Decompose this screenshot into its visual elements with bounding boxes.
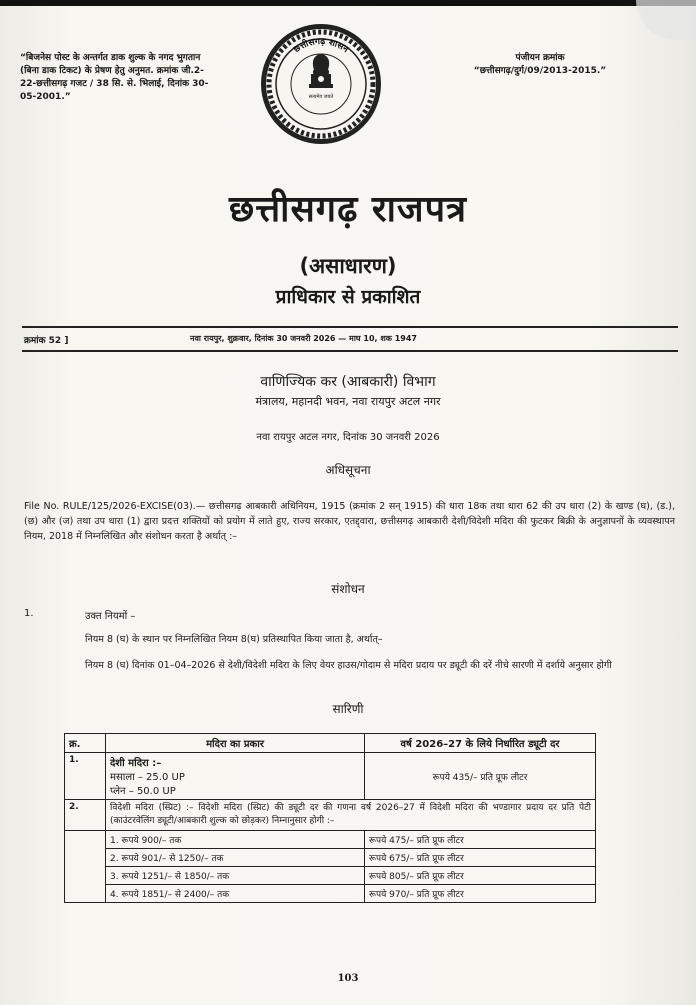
table-row [65,831,596,849]
row1-rate: रूपये 435/– प्रति प्रूफ लीटर [365,753,596,800]
table-row [65,849,596,867]
row1-plain: प्लेन – 50.0 UP [110,786,176,797]
registration-note [440,52,640,78]
department-name: वाणिज्यिक कर (आबकारी) विभाग [260,374,436,390]
rule-effective-line: नियम 8 (घ) दिनांक 01–04–2026 से देशी/विदेशी मदिरा के लिए वेयर हाउस/गोदाम से मदिरा प्रदाय पर ड्यूटी की दरें नीचे सारणी में दर्शाये अनुसार होगी [85,660,612,671]
header-liquor-type: मदिरा का प्रकार [106,734,365,753]
slab-rate-2: रूपये 675/– प्रति प्रूफ लीटर [365,849,596,867]
item-number: 1. [24,608,34,619]
notification-paragraph: File No. RULE/125/2026-EXCISE(03).— छत्तीसगढ़ आबकारी अधिनियम, 1915 (क्रमांक 2 सन् 1915) की धारा 18क तथा धारा 62 की उप धारा (2) के खण्ड (घ), (ड.), (छ) और (ज) तथा उप धारा (1) द्वारा प्रदत्त शक्तियों को प्रयोग में लाते हुए, राज्य सरकार, एतद्द्वारा, छत्तीसगढ़ आबकारी देशी/विदेशी मदिरा की फुटकर बिक्री के अनुज्ञापनों के व्यवस्थापन नियम, 2018 में निम्नलिखित और संशोधन करता है अर्थात् :– [24,501,675,542]
department-address: मंत्रालय, महानदी भवन, नवा रायपुर अटल नगर [255,395,441,408]
amendment-heading: संशोधन [331,582,365,596]
slab-range-3: 3. रूपये 1251/– से 1850/– तक [106,867,365,885]
registration-label: पंजीयन क्रमांक [515,53,565,63]
top-edge [0,0,696,6]
header-duty-rate: वर्ष 2026–27 के लिये निर्धारित ड्यूटी दर [365,734,596,753]
table-row [65,753,596,800]
row1-masala: मसाला – 25.0 UP [110,772,185,783]
slab-range-2: 2. रूपये 901/– से 1250/– तक [106,849,365,867]
row2-serial: 2. [65,800,106,831]
issue-date-line: नवा रायपुर, शुक्रवार, दिनांक 30 जनवरी 2026 — माघ 10, शक 1947 [190,334,417,343]
state-emblem-seal [259,22,383,146]
row1-serial: 1. [65,753,106,800]
table-header-row [65,734,596,753]
extraordinary-label: (असाधारण) [299,254,397,278]
gazette-title: छत्तीसगढ़ राजपत्र [229,189,467,230]
postal-note: “बिजनेस पोस्ट के अन्तर्गत डाक शुल्क के नगद भुगतान (बिना डाक टिकट) के प्रेषण हेतु अनुमत. क्रमांक जी.2-22-छत्तीसगढ़ गजट / 38 सि. से. भिलाई, दिनांक 30-05-2001.” [20,53,209,102]
corner-shadow [636,0,696,40]
duty-rate-table [64,733,596,903]
notification-date: नवा रायपुर अटल नगर, दिनांक 30 जनवरी 2026 [256,432,440,443]
item-intro: उक्त नियमों – [85,611,136,622]
page-number: 103 [337,973,359,984]
table-row [65,885,596,903]
schedule-heading: सारिणी [332,702,364,716]
row1-type-cell [106,753,365,800]
slab-rate-3: रूपये 805/– प्रति प्रूफ लीटर [365,867,596,885]
slab-rate-4: रूपये 970/– प्रति प्रूफ लीटर [365,885,596,903]
divider-bottom [22,350,678,352]
table-row [65,867,596,885]
slab-range-1: 1. रूपये 900/– तक [106,831,365,849]
row1-type: देशी मदिरा :– [110,758,162,769]
table-row [65,800,596,831]
slab-range-4: 4. रूपये 1851/– से 2400/– तक [106,885,365,903]
seal-top-text: छत्तीसगढ़ शासन [292,36,351,56]
registration-value: “छत्तीसगढ़/दुर्ग/09/2013-2015.” [473,66,607,76]
rule-substitution-line: नियम 8 (घ) के स्थान पर निम्नलिखित नियम 8(घ) प्रतिस्थापित किया जाता है, अर्थात्– [85,634,383,645]
divider-top [22,326,678,328]
row2-text: विदेशी मदिरा (स्प्रिट) :– विदेशी मदिरा (स्प्रिट) की ड्यूटी दर की गणना वर्ष 2026–27 में विदेशी मदिरा की भण्डागार प्रदाय दर प्रति पेटी (काउंटरवेलिंग ड्यूटी/आबकारी शुल्क को छोड़कर) निम्नानुसार होगी :– [106,800,596,831]
authority-label: प्राधिकार से प्रकाशित [275,286,421,308]
slab-rate-1: रूपये 475/– प्रति प्रूफ लीटर [365,831,596,849]
seal-motto: सत्यमेव जयते [308,94,334,100]
issue-number: क्रमांक 52 ] [24,336,69,346]
header-serial: क्र. [65,734,106,753]
notification-heading: अधिसूचना [325,463,371,477]
